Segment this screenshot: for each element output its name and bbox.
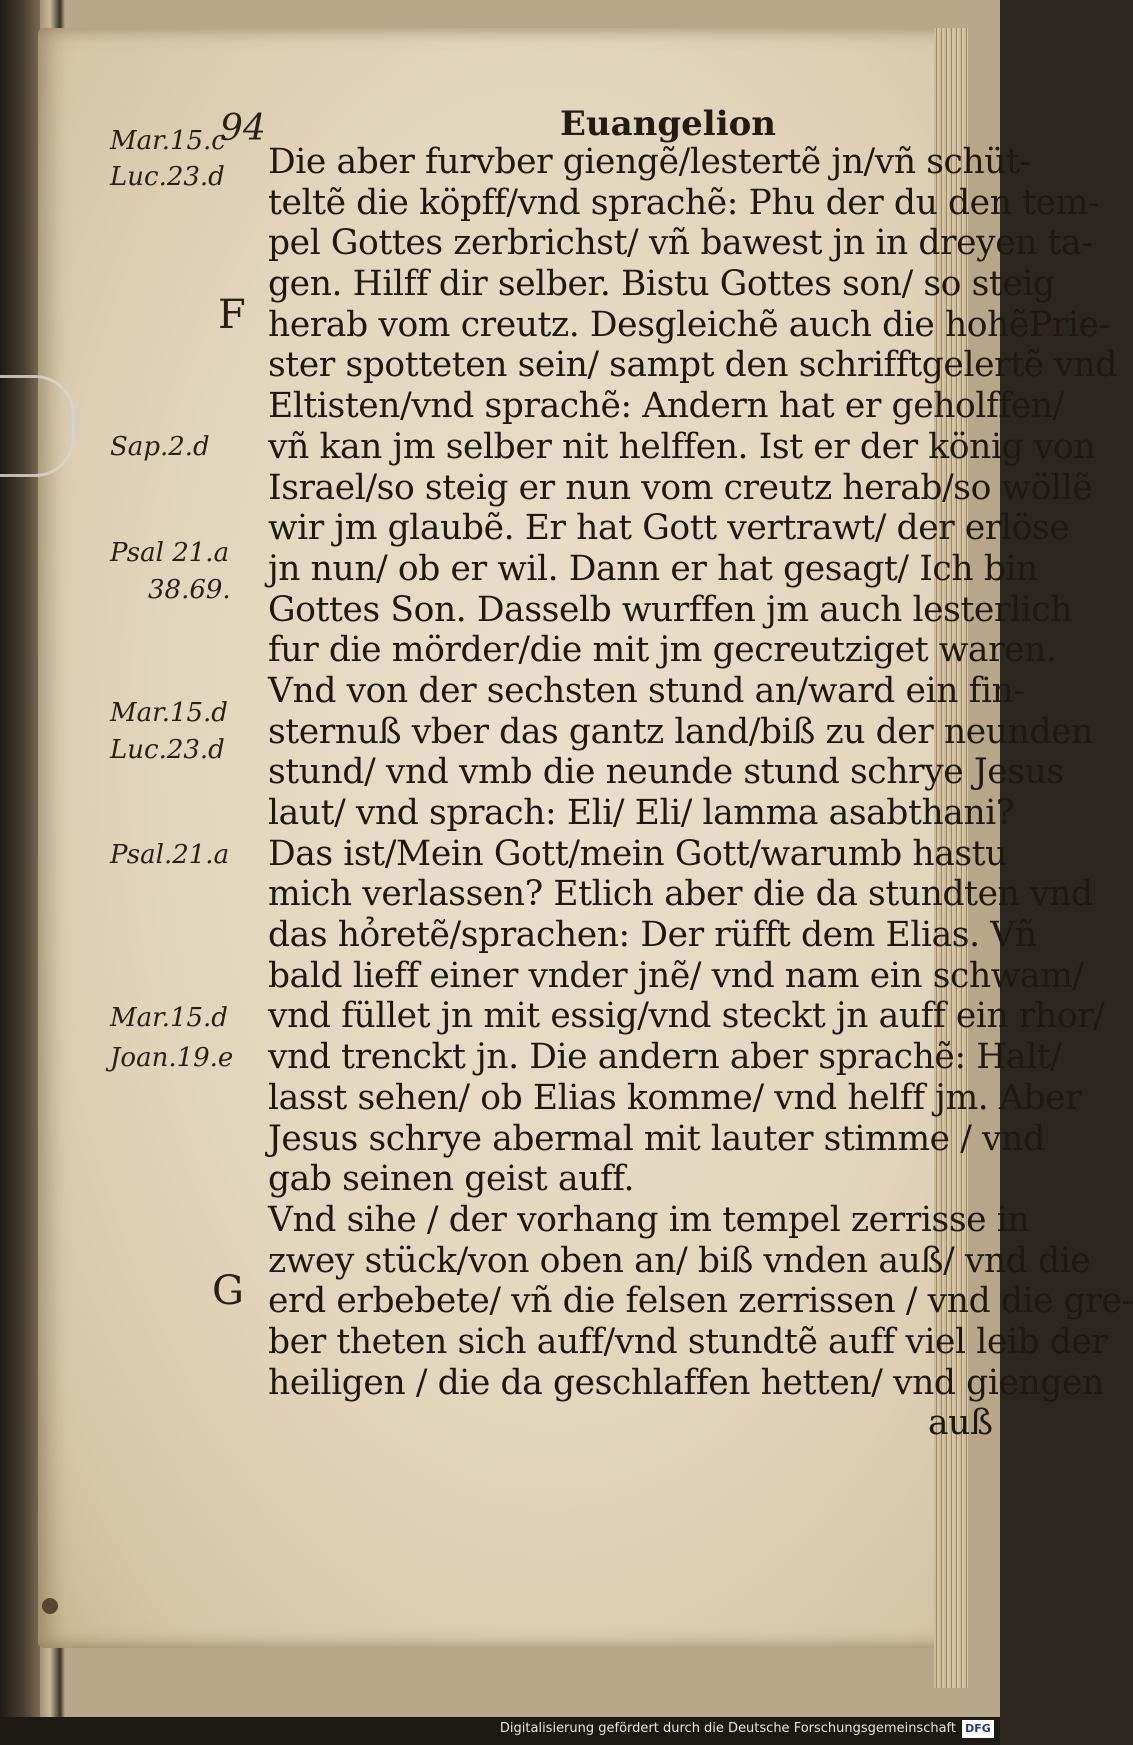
page-stain (42, 1598, 58, 1614)
text-line: teltẽ die köpff/vnd sprachẽ: Phu der du den tem- (268, 182, 1100, 223)
text-line: Die aber furvber giengẽ/lestertẽ jn/vñ schüt- (268, 142, 1031, 182)
text-line: bald lieff einer vnder jnẽ/ vnd nam ein schwam/ (268, 955, 1084, 996)
margin-reference: Sap.2.d (110, 432, 210, 462)
text-line: laut/ vnd sprach: Eli/ Eli/ lamma asabthani? (268, 793, 1014, 833)
text-line: das hỏretẽ/sprachen: Der rüfft dem Elias. Vñ (268, 915, 1037, 956)
text-line: fur die mörder/die mit jm gecreutziget waren. (268, 630, 1057, 671)
margin-reference: Mar.15.d (110, 698, 228, 728)
margin-reference: Psal.21.a (110, 840, 230, 870)
section-letter: G (212, 1268, 244, 1314)
body-text (268, 142, 1133, 1444)
text-line: Vnd sihe / der vorhang im tempel zerrisse in (268, 1199, 1030, 1240)
running-title: Euangelion (560, 104, 777, 144)
text-line: ster spotteten sein/ sampt den schrifftgelertẽ vnd (268, 345, 1117, 386)
text-line: mich verlassen? Etlich aber die da stundten vnd (268, 874, 1093, 915)
text-line: Eltisten/vnd sprachẽ: Andern hat er geholffen/ (268, 386, 1064, 427)
text-line: Vnd von der sechsten stund an/ward ein fin- (268, 670, 1025, 711)
text-line: zwey stück/von oben an/ biß vnden auß/ vnd die (268, 1240, 1091, 1281)
text-line: stund/ vnd vmb die neunde stund schrye Jesus (268, 752, 1064, 793)
text-line: gab seinen geist auff. (268, 1159, 635, 1200)
dfg-logo: DFG (962, 1720, 994, 1738)
book-spine (0, 0, 40, 1745)
margin-reference: Mar.15.c (110, 126, 226, 156)
text-line: Israel/so steig er nun vom creutz herab/so wöllẽ (268, 467, 1093, 508)
text-line: gen. Hilff dir selber. Bistu Gottes son/ so steig (268, 264, 1055, 305)
margin-reference: Joan.19.e (110, 1043, 234, 1073)
margin-reference: Mar.15.d (110, 1003, 228, 1033)
text-line: pel Gottes zerbrichst/ vñ bawest jn in dreyen ta- (268, 223, 1093, 264)
text-line: herab vom creutz. Desgleichẽ auch die hohẽPrie- (268, 304, 1110, 345)
text-line: vnd trenckt jn. Die andern aber sprachẽ: Halt/ (268, 1037, 1062, 1078)
section-letter: F (218, 292, 246, 338)
catchword: auß (928, 1403, 993, 1444)
page-clip (0, 375, 75, 477)
footer-credit: Digitalisierung gefördert durch die Deutsche Forschungsgemeinschaft (499, 1721, 956, 1736)
text-line: lasst sehen/ ob Elias komme/ vnd helff jm. Aber (268, 1077, 1082, 1118)
margin-reference: 38.69. (148, 575, 231, 605)
margin-reference: Luc.23.d (110, 735, 225, 765)
text-line: wir jm glaubẽ. Er hat Gott vertrawt/ der erlöse (268, 508, 1070, 549)
text-line: vñ kan jm selber nit helffen. Ist er der könig von (268, 426, 1096, 467)
text-line: ber theten sich auff/vnd stundtẽ auff viel leib der (268, 1321, 1108, 1362)
text-line: Das ist/Mein Gott/mein Gott/warumb hastu (268, 833, 1007, 874)
text-line: heiligen / die da geschlaffen hetten/ vnd giengen (268, 1362, 1104, 1403)
text-line: Jesus schrye abermal mit lauter stimme / vnd (268, 1118, 1045, 1159)
text-line: jn nun/ ob er wil. Dann er hat gesagt/ Ich bin (268, 548, 1038, 589)
text-line: sternuß vber das gantz land/biß zu der neunden (268, 711, 1093, 752)
text-line: vnd füllet jn mit essig/vnd steckt jn auff ein rhor/ (268, 996, 1105, 1037)
text-line: Gottes Son. Dasselb wurffen jm auch lesterlich (268, 589, 1073, 630)
margin-reference: Psal 21.a (110, 538, 230, 568)
margin-reference: Luc.23.d (110, 162, 225, 192)
text-line: erd erbebete/ vñ die felsen zerrissen / vnd die gre- (268, 1281, 1133, 1322)
page-number: 94 (220, 108, 266, 149)
